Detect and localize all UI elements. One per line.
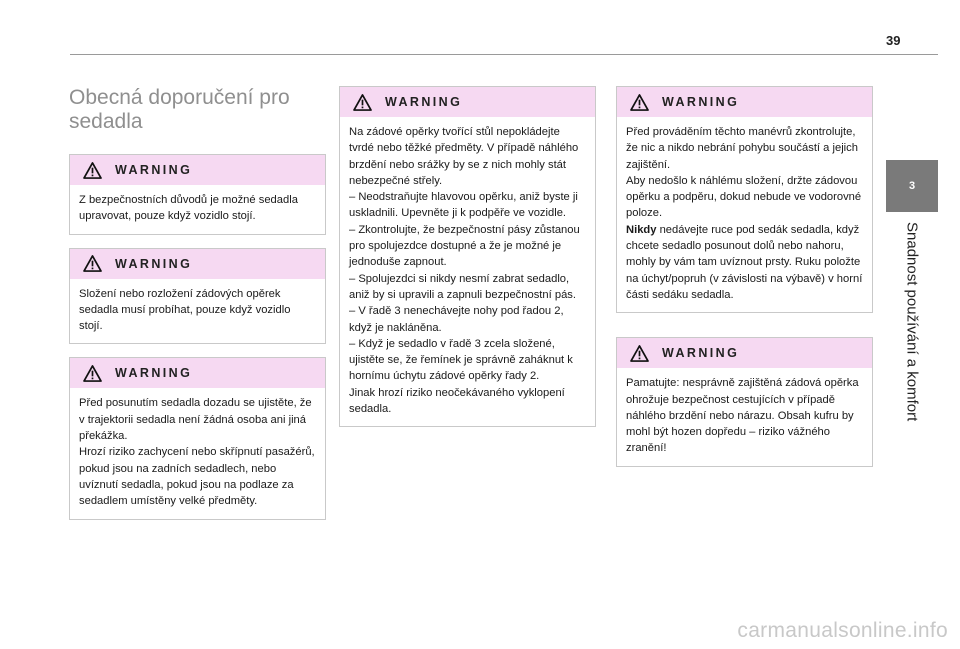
paragraph: Hrozí riziko zachycení nebo skřípnutí pasažérů, pokud jsou na zadních sedadlech, nebo uvíznutí sedadla, pokud jsou na podlaze za sedadlem umístěny velké předměty. (79, 446, 315, 508)
paragraph: Pamatujte: nesprávně zajištěná zádová opěrka ohrožuje bezpečnost cestujících v případě náhlého brzdění nebo nárazu. Obsah kufru by mohl být hozen dopředu – riziko vážného zranění! (626, 377, 859, 455)
paragraph: Před prováděním těchto manévrů zkontrolujte, že nic a nikdo nebrání pohybu součástí a jejich zajištění. (626, 126, 858, 171)
warning-text (617, 117, 872, 312)
warning-label: WARNING (662, 95, 740, 109)
paragraph: Na zádové opěrky tvořící stůl nepokládejte tvrdé nebo těžké předměty. V případě náhlého brzdění nebo srážky by se z nich mohly stát nebezpečné střely. (349, 126, 579, 187)
chapter-title: Snadnost používání a komfort (903, 222, 921, 422)
bold-word: Nikdy (626, 223, 657, 236)
paragraph: – Spolujezdci si nikdy nesmí zabrat sedadlo, aniž by si upravili a zapnuli bezpečnostní pás. (349, 272, 576, 301)
warning-triangle-icon (83, 255, 102, 272)
column-2 (339, 86, 596, 440)
warning-box (69, 357, 326, 519)
warning-label: WARNING (115, 163, 193, 177)
paragraph: Aby nedošlo k náhlému složení, držte zádovou opěrku a podpěru, dokud nebude ve vodorovné poloze. (626, 174, 862, 220)
warning-box (69, 248, 326, 345)
paragraph (626, 222, 863, 303)
warning-triangle-icon (630, 345, 649, 362)
paragraph: Složení nebo rozložení zádových opěrek sedadla musí probíhat, pouze když vozidlo stojí. (79, 287, 291, 333)
warning-triangle-icon (83, 162, 102, 179)
warning-text (70, 279, 325, 344)
paragraph-rest: nedávejte ruce pod sedák sedadla, když chcete sedadlo posunout dolů nebo nahoru, mohly by vám tam uvíznout prsty. Ruku položte na úchyt/popruh (v závislosti na výbavě) v horní části sedáku sedadla. (626, 223, 863, 301)
paragraph: – Neodstraňujte hlavovou opěrku, aniž byste ji uskladnili. Upevněte ji k podpěře ve vozidle. (349, 191, 578, 220)
section-title: Obecná doporučení pro sedadla (69, 86, 290, 133)
paragraph: – Zkontrolujte, že bezpečnostní pásy zůstanou pro spolujezdce dostupné a že je možné je jednoduše zapnout. (349, 223, 580, 269)
warning-box (616, 86, 873, 313)
warning-header (617, 87, 872, 117)
warning-label: WARNING (115, 366, 193, 381)
warning-header (70, 358, 325, 388)
warning-text (340, 117, 595, 426)
paragraph: – Když je sedadlo v řadě 3 zcela složené, ujistěte se, že řemínek je správně zaháknut k hornímu úchytu zádové opěrky řady 2. (349, 337, 573, 383)
top-rule (70, 54, 938, 55)
warning-label: WARNING (115, 256, 193, 271)
warning-header (70, 249, 325, 279)
page-number: 39 (886, 33, 901, 48)
paragraph: – V řadě 3 nenechávejte nohy pod řadou 2, když je nakláněna. (349, 305, 564, 334)
column-1 (69, 86, 326, 533)
paragraph: Jinak hrozí riziko neočekávaného vyklopení sedadla. (349, 386, 565, 416)
watermark: carmanualsonline.info (737, 619, 948, 642)
warning-triangle-icon (353, 94, 372, 111)
warning-box (69, 154, 326, 235)
warning-triangle-icon (83, 365, 102, 382)
chapter-tab[interactable]: 3 (886, 160, 938, 212)
warning-header (70, 155, 325, 185)
warning-text (70, 388, 325, 518)
warning-header (340, 87, 595, 117)
warning-triangle-icon (630, 94, 649, 111)
warning-text (70, 185, 325, 234)
warning-box (339, 86, 596, 427)
paragraph: Před posunutím sedadla dozadu se ujistěte, že v trajektorii sedadla není žádná osoba ani jiná překážka. (79, 397, 312, 443)
paragraph: Z bezpečnostních důvodů je možné sedadla upravovat, pouze když vozidlo stojí. (79, 194, 298, 223)
warning-header (617, 338, 872, 368)
warning-text (617, 368, 872, 465)
warning-label: WARNING (662, 346, 740, 361)
column-3 (616, 86, 873, 480)
warning-box (616, 337, 873, 466)
warning-label: WARNING (385, 95, 463, 109)
